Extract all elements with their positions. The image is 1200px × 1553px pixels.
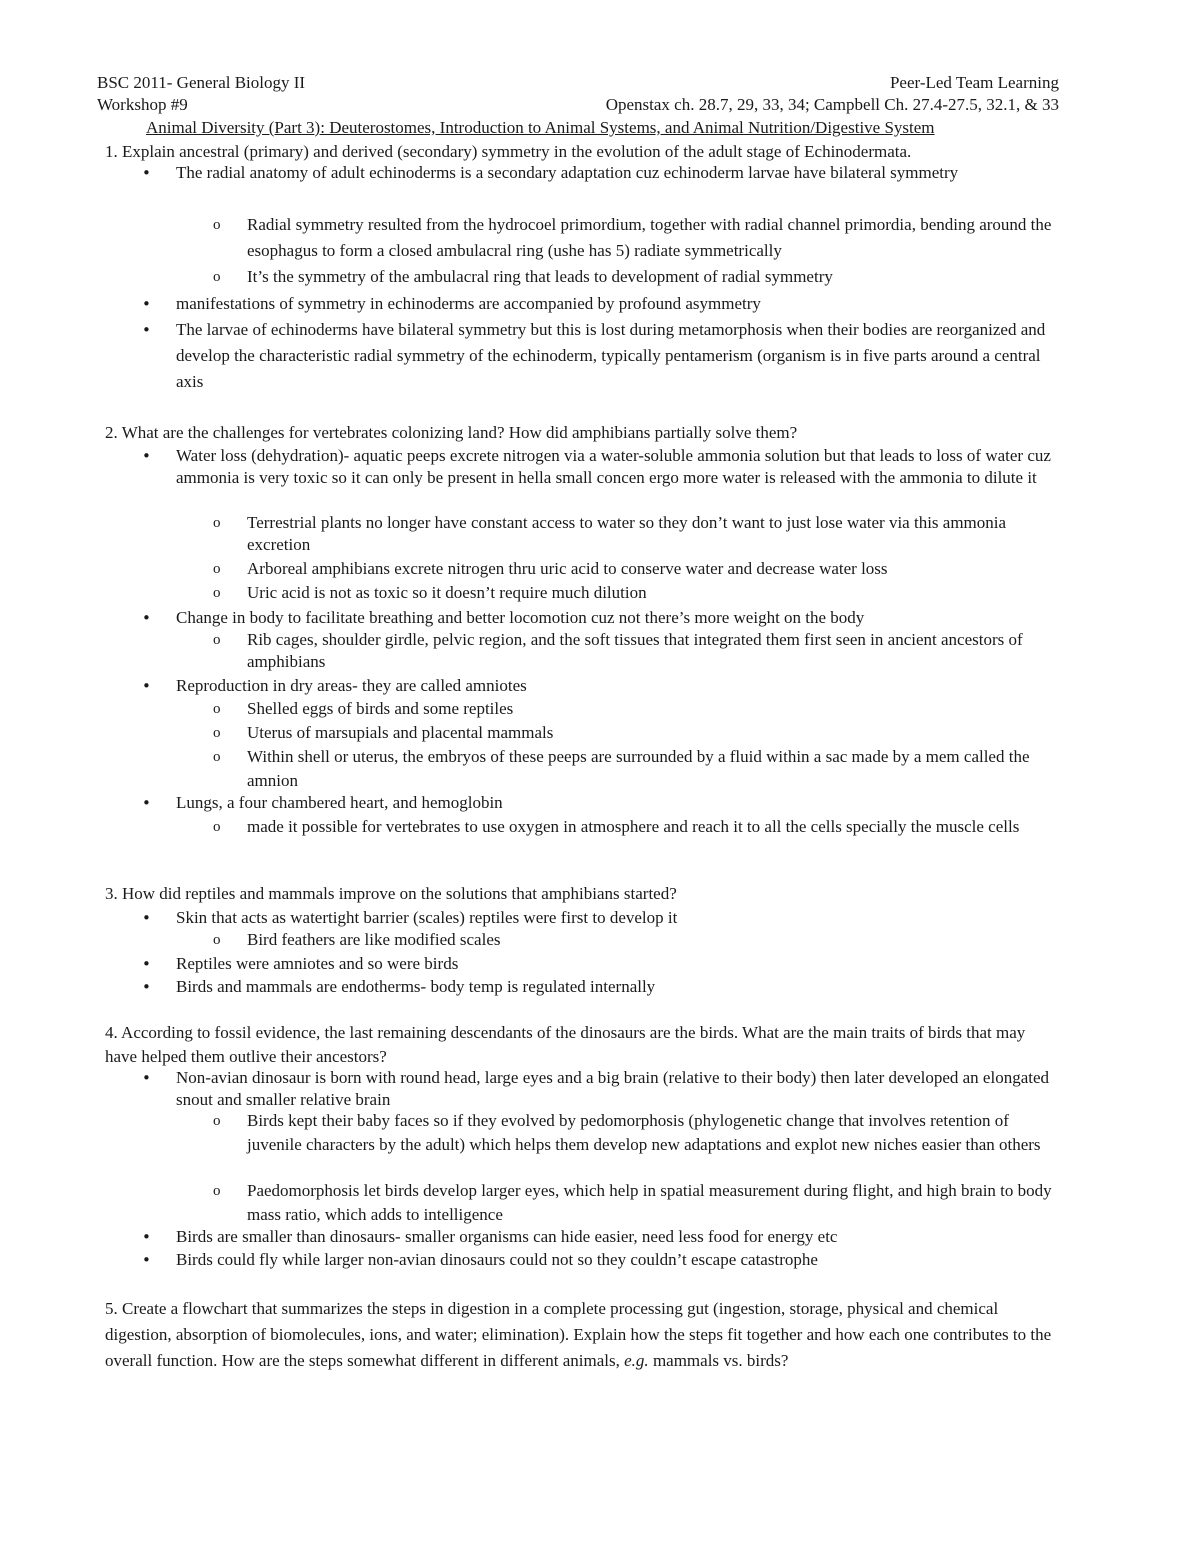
course-name: BSC 2011- General Biology II <box>97 73 306 92</box>
question-2: 2. What are the challenges for vertebrates colonizing land? How did amphibians partially solve them? <box>105 423 798 442</box>
q2-subbullet-3c: o Within shell or uterus, the embryos of these peeps are surrounded by a fluid within a sac made by a mem called the amnion <box>247 745 1059 793</box>
q3-bullet-1: • Skin that acts as watertight barrier (scales) reptiles were first to develop it <box>176 907 1061 929</box>
q2-subbullet-4a: o made it possible for vertebrates to use oxygen in atmosphere and reach it to all the cells specially the muscle cells <box>247 815 1059 839</box>
q2-subbullet-3a: o Shelled eggs of birds and some reptiles <box>247 698 1059 720</box>
q1-bullet-3: • The larvae of echinoderms have bilateral symmetry but this is lost during metamorphosis when their bodies are reorganized and develop the characteristic radial symmetry of the echinoderm, typically pentamerism (organism is in five parts around a central axis <box>176 317 1061 395</box>
question-5 <box>105 1296 1060 1374</box>
q1-bullet-1: • The radial anatomy of adult echinoderms is a secondary adaptation cuz echinoderm larvae have bilateral symmetry <box>176 160 1061 186</box>
q3-bullet-3: • Birds and mammals are endotherms- body temp is regulated internally <box>176 976 1061 998</box>
q1-subbullet-1b: o It’s the symmetry of the ambulacral ring that leads to development of radial symmetry <box>247 264 1059 290</box>
q4-subbullet-1b: o Paedomorphosis let birds develop larger eyes, which help in spatial measurement during flight, and high brain to body mass ratio, which adds to intelligence <box>247 1179 1059 1227</box>
q4-bullet-1: • Non-avian dinosaur is born with round head, large eyes and a big brain (relative to their body) then later developed an elongated snout and smaller relative brain <box>176 1067 1061 1111</box>
page-title: Animal Diversity (Part 3): Deuterostomes, Introduction to Animal Systems, and Animal Nutrition/Digestive System <box>146 118 935 137</box>
q2-bullet-4: • Lungs, a four chambered heart, and hemoglobin <box>176 792 1061 814</box>
q4-bullet-2: • Birds are smaller than dinosaurs- smaller organisms can hide easier, need less food for energy etc <box>176 1226 1061 1248</box>
q4-bullet-3: • Birds could fly while larger non-avian dinosaurs could not so they couldn’t escape catastrophe <box>176 1249 1061 1271</box>
q1-subbullet-1a: o Radial symmetry resulted from the hydrocoel primordium, together with radial channel primordia, bending around the esophagus to form a closed ambulacral ring (ushe has 5) radiate symmetrically <box>247 212 1059 264</box>
q5-eg: e.g. <box>624 1351 649 1370</box>
q2-bullet-2: • Change in body to facilitate breathing and better locomotion cuz not there’s more weight on the body <box>176 607 1061 629</box>
question-3: 3. How did reptiles and mammals improve on the solutions that amphibians started? <box>105 884 677 903</box>
q2-subbullet-1c: o Uric acid is not as toxic so it doesn’t require much dilution <box>247 582 1059 604</box>
q2-subbullet-1a: o Terrestrial plants no longer have constant access to water so they don’t want to just lose water via this ammonia excretion <box>247 512 1059 556</box>
question-1: 1. Explain ancestral (primary) and derived (secondary) symmetry in the evolution of the adult stage of Echinodermata. <box>105 142 912 161</box>
program-name: Peer-Led Team Learning <box>889 73 1059 92</box>
q1-bullet-2: • manifestations of symmetry in echinoderms are accompanied by profound asymmetry <box>176 291 1061 317</box>
q3-subbullet-1a: o Bird feathers are like modified scales <box>247 929 1059 951</box>
q5-text-part2: mammals vs. birds? <box>648 1351 789 1370</box>
q3-bullet-2: • Reptiles were amniotes and so were birds <box>176 953 1061 975</box>
q2-bullet-1: • Water loss (dehydration)- aquatic peeps excrete nitrogen via a water-soluble ammonia solution but that leads to loss of water cuz ammonia is very toxic so it can only be present in hella small concen ergo more water is released with the ammonia to dilute it <box>176 445 1061 489</box>
q4-subbullet-1a: o Birds kept their baby faces so if they evolved by pedomorphosis (phylogenetic change that involves retention of juvenile characters by the adult) which helps them develop new adaptations and explot new niches easier than others <box>247 1109 1059 1157</box>
q2-subbullet-3b: o Uterus of marsupials and placental mammals <box>247 722 1059 744</box>
workshop-number: Workshop #9 <box>97 95 188 114</box>
header-row-1 <box>97 72 1059 94</box>
readings: Openstax ch. 28.7, 29, 33, 34; Campbell Ch. 27.4-27.5, 32.1, & 33 <box>605 95 1059 114</box>
question-4: 4. According to fossil evidence, the last remaining descendants of the dinosaurs are the birds. What are the main traits of birds that may have helped them outlive their ancestors? <box>105 1023 1026 1066</box>
q2-subbullet-1b: o Arboreal amphibians excrete nitrogen thru uric acid to conserve water and decrease water loss <box>247 558 1059 580</box>
q2-subbullet-2a: o Rib cages, shoulder girdle, pelvic region, and the soft tissues that integrated them first seen in ancient ancestors of amphibians <box>247 629 1059 673</box>
header-row-2 <box>97 94 1059 116</box>
q2-bullet-3: • Reproduction in dry areas- they are called amniotes <box>176 675 1061 697</box>
q5-text-part1: 5. Create a flowchart that summarizes the steps in digestion in a complete processing gut (ingestion, storage, physical and chemical digestion, absorption of biomolecules, ions, and water; elimination). Explain how the steps fit together and how each one contributes to the overall function. How are the steps somewhat different in different animals, <box>105 1299 1052 1370</box>
